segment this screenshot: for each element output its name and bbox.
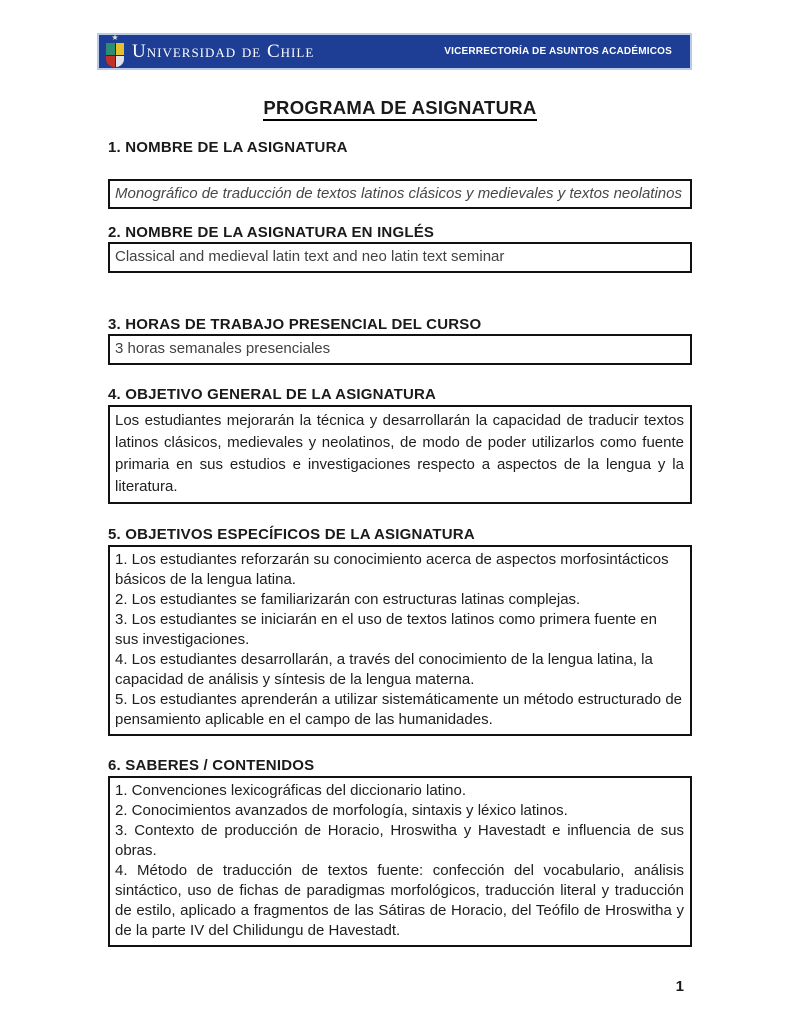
shield-icon — [106, 43, 124, 67]
general-objective-box — [108, 405, 692, 504]
specific-objective-item: 3. Los estudiantes se iniciarán en el uso de textos latinos como primera fuente en sus investigaciones. — [115, 611, 657, 648]
course-name-value: Monográfico de traducción de textos latinos clásicos y medievales y textos neolatinos — [115, 185, 682, 202]
contents-item: 2. Conocimientos avanzados de morfología, sintaxis y léxico latinos. — [115, 802, 568, 819]
section-contents — [108, 757, 692, 947]
specific-objective-item: 4. Los estudiantes desarrollarán, a través del conocimiento de la lengua latina, la capacidad de análisis y síntesis de la lengua materna. — [115, 651, 653, 688]
course-hours-box — [108, 334, 692, 365]
department-name: VICERRECTORÍA DE ASUNTOS ACADÉMICOS — [444, 46, 672, 57]
contents-item: 4. Método de traducción de textos fuente: confección del vocabulario, análisis sintáctico, uso de fichas de paradigmas morfológicos, traducción literal y traducción de estilo, aplicado a fragmentos de las Sátiras de Horacio, del Teófilo de Hroswitha y de la parte IV del Chilidungu de Havestadt. — [115, 862, 684, 939]
page-number: 1 — [675, 978, 684, 995]
specific-objective-item: 1. Los estudiantes reforzarán su conocimiento acerca de aspectos morfosintácticos básicos de la lengua latina. — [115, 551, 669, 588]
section-4-heading: 4. OBJETIVO GENERAL DE LA ASIGNATURA — [108, 386, 437, 403]
course-hours-value: 3 horas semanales presenciales — [115, 340, 331, 357]
document-title: PROGRAMA DE ASIGNATURA — [108, 97, 692, 119]
general-objective-text: Los estudiantes mejorarán la técnica y desarrollarán la capacidad de traducir textos latinos clásicos, medievales y neolatinos, de modo de poder utilizarlos como fuente primaria en sus estudios e investigaciones respecto a aspectos de la lengua y la literatura. — [115, 412, 684, 495]
specific-objectives-box — [108, 545, 692, 736]
section-6-heading: 6. SABERES / CONTENIDOS — [108, 757, 315, 774]
section-course-name-english — [108, 224, 692, 273]
contents-box — [108, 776, 692, 947]
specific-objective-item: 2. Los estudiantes se familiarizarán con estructuras latinas complejas. — [115, 591, 581, 608]
section-2-heading: 2. NOMBRE DE LA ASIGNATURA EN INGLÉS — [108, 224, 435, 241]
specific-objective-item: 5. Los estudiantes aprenderán a utilizar sistemáticamente un método estructurado de pensamiento aplicable en el campo de las humanidades. — [115, 691, 682, 728]
document-page — [108, 33, 692, 995]
banner-left — [105, 33, 315, 67]
section-course-hours — [108, 316, 692, 365]
section-3-heading: 3. HORAS DE TRABAJO PRESENCIAL DEL CURSO — [108, 316, 482, 333]
university-name: Universidad de Chile — [132, 40, 315, 62]
section-5-heading: 5. OBJETIVOS ESPECÍFICOS DE LA ASIGNATURA — [108, 526, 475, 543]
section-course-name — [108, 139, 692, 209]
course-name-english-value: Classical and medieval latin text and neo latin text seminar — [115, 248, 505, 265]
header-banner — [97, 33, 692, 70]
star-icon: ★ — [111, 33, 119, 42]
section-general-objective — [108, 386, 692, 504]
course-name-english-box — [108, 242, 692, 273]
contents-item: 3. Contexto de producción de Horacio, Hroswitha y Havestadt e influencia de sus obras. — [115, 822, 684, 859]
university-crest-icon — [105, 33, 125, 67]
section-specific-objectives — [108, 526, 692, 736]
section-1-heading: 1. NOMBRE DE LA ASIGNATURA — [108, 139, 348, 156]
contents-item: 1. Convenciones lexicográficas del diccionario latino. — [115, 782, 467, 799]
course-name-box — [108, 179, 692, 209]
